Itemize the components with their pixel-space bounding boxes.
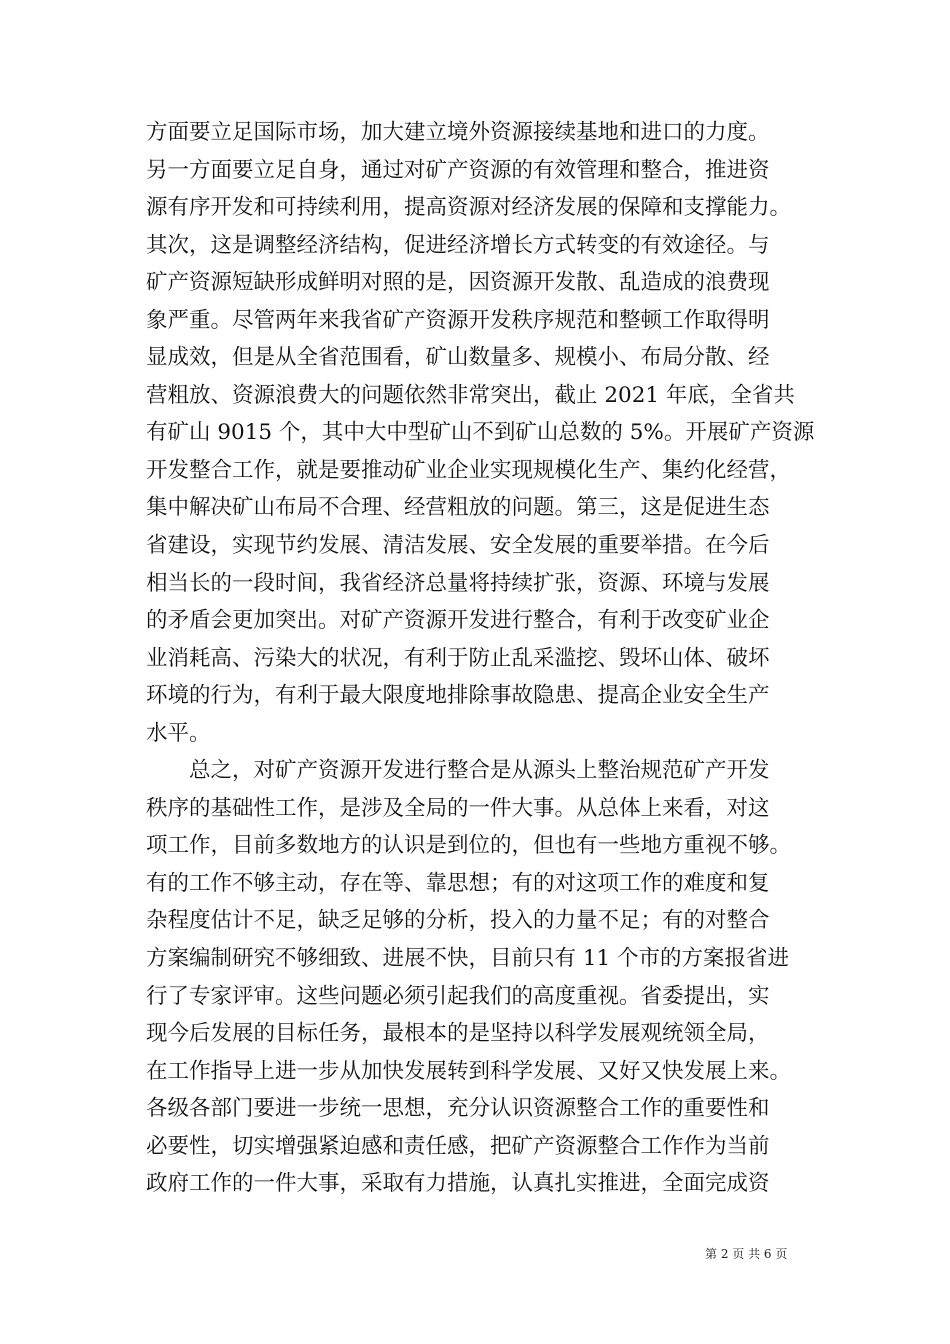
text-line: 源有序开发和可持续利用，提高资源对经济发展的保障和支撑能力。 — [146, 195, 792, 221]
text-line: 显成效，但是从全省范围看，矿山数量多、规模小、布局分散、经 — [146, 345, 770, 371]
text-line-indented: 总之，对矿产资源开发进行整合是从源头上整治规范矿产开发 — [189, 758, 770, 784]
text-line: 集中解决矿山布局不合理、经营粗放的问题。第三，这是促进生态 — [146, 495, 770, 521]
text-line: 的矛盾会更加突出。对矿产资源开发进行整合，有利于改变矿业企 — [146, 608, 770, 634]
text-line: 水平。 — [146, 720, 211, 746]
text-line: 杂程度估计不足，缺乏足够的分析，投入的力量不足；有的对整合 — [146, 908, 770, 934]
document-body — [146, 114, 815, 1203]
text-line: 有矿山 9015 个，其中大中型矿山不到矿山总数的 5%。开展矿产资源 — [146, 420, 815, 446]
text-line: 另一方面要立足自身，通过对矿产资源的有效管理和整合，推进资 — [146, 157, 770, 183]
paragraph-2 — [146, 752, 806, 1203]
text-line: 其次，这是调整经济结构，促进经济增长方式转变的有效途径。与 — [146, 232, 770, 258]
text-line: 项工作，目前多数地方的认识是到位的，但也有一些地方重视不够。 — [146, 833, 792, 859]
text-line: 营粗放、资源浪费大的问题依然非常突出，截止 2021 年底，全省共 — [146, 382, 795, 408]
text-line: 象严重。尽管两年来我省矿产资源开发秩序规范和整顿工作取得明 — [146, 307, 770, 333]
text-line: 矿产资源短缺形成鲜明对照的是，因资源开发散、乱造成的浪费现 — [146, 270, 770, 296]
text-line: 在工作指导上进一步从加快发展转到科学发展、又好又快发展上来。 — [146, 1058, 792, 1084]
text-line: 必要性，切实增强紧迫感和责任感，把矿产资源整合工作作为当前 — [146, 1133, 770, 1159]
text-line: 省建设，实现节约发展、清洁发展、安全发展的重要举措。在今后 — [146, 533, 770, 559]
paragraph-1 — [146, 114, 815, 752]
text-line: 环境的行为，有利于最大限度地排除事故隐患、提高企业安全生产 — [146, 683, 770, 709]
text-line: 政府工作的一件大事，采取有力措施，认真扎实推进，全面完成资 — [146, 1171, 770, 1197]
text-line: 秩序的基础性工作，是涉及全局的一件大事。从总体上来看，对这 — [146, 795, 770, 821]
text-line: 各级各部门要进一步统一思想，充分认识资源整合工作的重要性和 — [146, 1096, 770, 1122]
text-line: 方面要立足国际市场，加大建立境外资源接续基地和进口的力度。 — [146, 120, 770, 145]
text-line: 方案编制研究不够细致、进展不快，目前只有 11 个市的方案报省进 — [146, 946, 790, 972]
page-number-footer: 第 2 页 共 6 页 — [705, 1247, 788, 1261]
text-line: 行了专家评审。这些问题必须引起我们的高度重视。省委提出，实 — [146, 983, 770, 1009]
text-line: 有的工作不够主动，存在等、靠思想；有的对这项工作的难度和复 — [146, 870, 770, 896]
text-line: 开发整合工作，就是要推动矿业企业实现规模化生产、集约化经营， — [146, 457, 792, 483]
text-line: 相当长的一段时间，我省经济总量将持续扩张，资源、环境与发展 — [146, 570, 770, 596]
text-line: 业消耗高、污染大的状况，有利于防止乱采滥挖、毁坏山体、破坏 — [146, 645, 770, 671]
text-line: 现今后发展的目标任务，最根本的是坚持以科学发展观统领全局， — [146, 1021, 770, 1047]
